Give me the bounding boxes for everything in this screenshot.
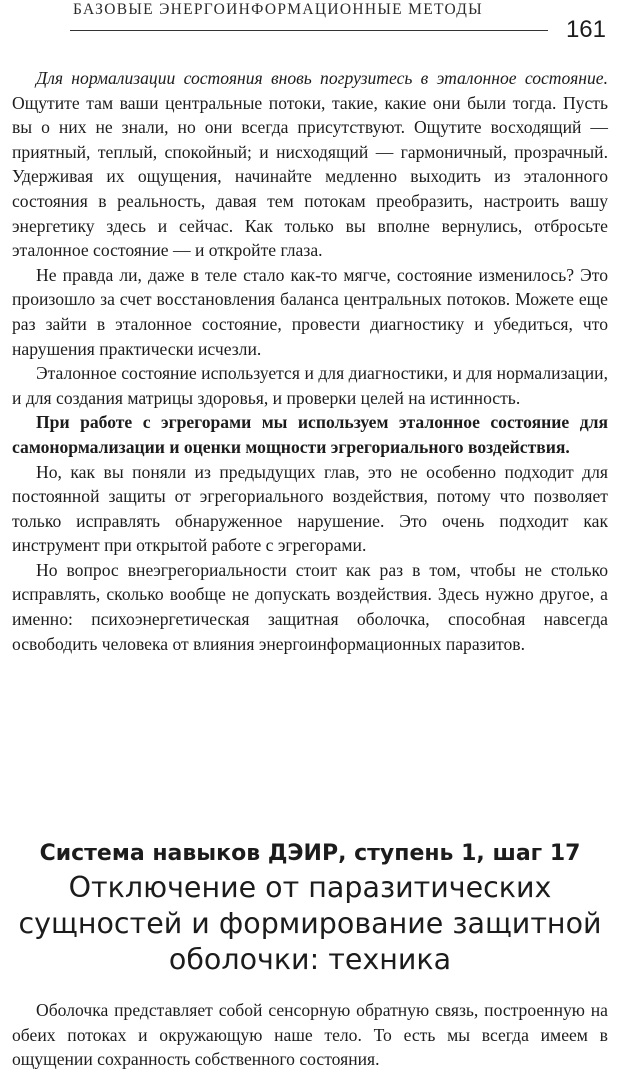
page-header <box>0 0 620 48</box>
section-title-line-1: Отключение от паразитических <box>68 871 552 904</box>
paragraph-5: Но, как вы поняли из предыдущих глав, это не особенно подходит для постоянной защиты от эгрегориального воздействия, потому что позволяет только исправлять обнаруженное нарушение. Это очень подходит как инструмент при открытой работе с эгрегорами. <box>12 461 608 556</box>
header-rule <box>70 30 548 31</box>
section-heading <box>0 838 620 978</box>
paragraph-1-rest: Ощутите там ваши центральные потоки, такие, какие они были тогда. Пусть вы о них не знали, но они всегда присутствуют. Ощутите восходящий — приятный, теплый, спокойный; и нисходящий — гармоничный, прозрачный. Удерживая их ощущения, начинайте медленно выходить из эталонного состояния в реальность, давая тем потокам преобразить, настроить вашу энергетику здесь и сейчас. Как только вы вполне вернулись, отбросьте эталонное состояние — и откройте глаза. <box>12 92 608 261</box>
section-title-line-2: сущностей и формирование защитной <box>18 907 602 940</box>
section-subtitle: Система навыков ДЭИР, ступень 1, шаг 17 <box>39 841 581 866</box>
body-text <box>12 66 608 656</box>
paragraph-2: Не правда ли, даже в теле стало как-то мягче, состояние изменилось? Это произошло за счет восстановления баланса центральных потоков. Можете еще раз зайти в эталонное состояние, провести диагностику и убедиться, что нарушения практически исчезли. <box>12 264 608 359</box>
section-title-line-3: оболочки: техника <box>168 943 452 976</box>
paragraph-6: Но вопрос внеэгрегориальности стоит как раз в том, чтобы не столько исправлять, сколько вообще не допускать воздействия. Здесь нужно другое, а именно: психоэнергетическая защитная оболочка, способная навсегда освободить человека от влияния энергоинформационных паразитов. <box>12 559 608 654</box>
paragraph-4-bold: При работе с эгрегорами мы используем эталонное состояние для самонормализации и оценки мощности эгрегориального воздействия. <box>12 412 608 457</box>
paragraph-1 <box>12 66 608 263</box>
page-number: 161 <box>565 16 606 43</box>
paragraph-1-italic: Для нормализации состояния вновь погрузитесь в эталонное состояние. <box>36 68 608 88</box>
paragraph-3: Эталонное состояние используется и для диагностики, и для нормализации, и для создания матрицы здоровья, и проверки целей на истинность. <box>12 363 608 408</box>
paragraph-7: Оболочка представляет собой сенсорную обратную связь, построенную на обеих потоках и окружающую наше тело. То есть мы всегда имеем в ощущении сохранность собственного состояния. <box>12 1000 608 1070</box>
tail-text <box>12 998 608 1072</box>
running-head: БАЗОВЫЕ ЭНЕРГОИНФОРМАЦИОННЫЕ МЕТОДЫ <box>73 1 483 18</box>
